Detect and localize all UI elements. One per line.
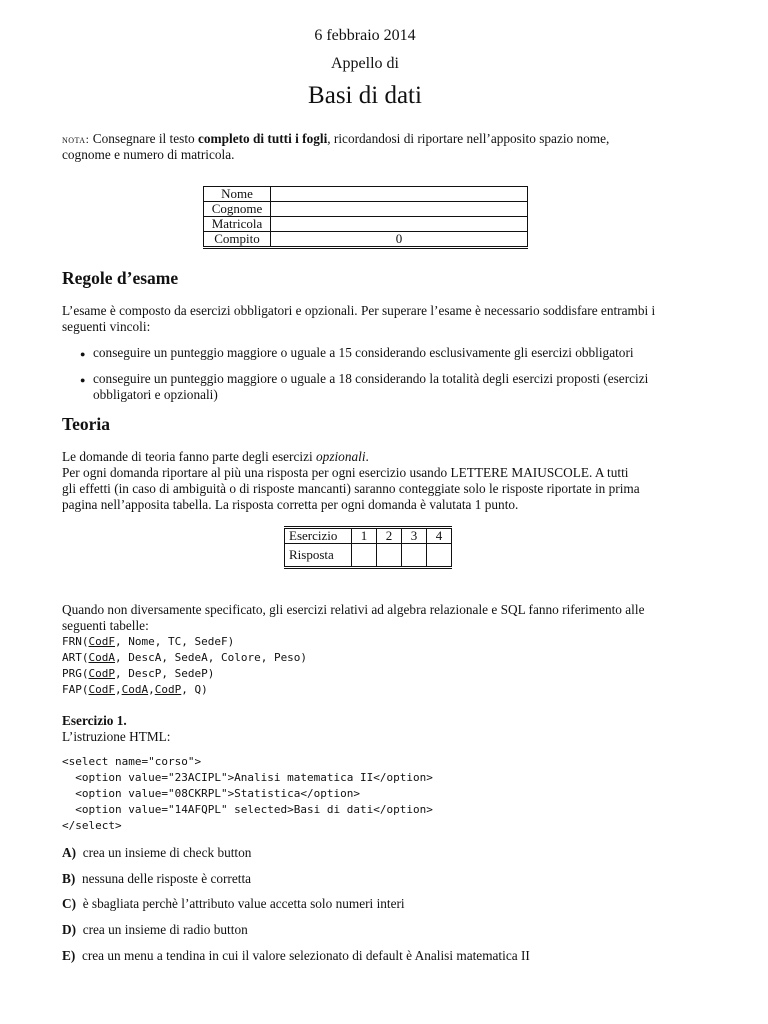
exam-title: Basi di dati bbox=[308, 82, 422, 109]
html-code-block: <select name="corso"> <option value="23ACIPL">Analisi matematica II</option> <option value="08CKRPL">Statistica</option> <option value="14AFQPL" selected>Basi di dati</option> </select> bbox=[62, 755, 433, 832]
compito-value: 0 bbox=[271, 232, 528, 248]
schema-prg: PRG(CodP, DescP, SedeP) bbox=[62, 667, 215, 680]
regole-intro-line1: L’esame è composto da esercizi obbligatori e opzionali. Per superare l’esame è necessario soddisfare entrambi i bbox=[62, 303, 656, 318]
regole-heading: Regole d’esame bbox=[62, 268, 179, 288]
teoria-line3: gli effetti (in caso di ambiguità o di risposte mancanti) saranno conteggiate solo le risposte riportate in prima bbox=[62, 481, 640, 496]
exam-subtitle: Appello di bbox=[331, 55, 399, 72]
nota-paragraph: nota: Consegnare il testo completo di tutti i fogli, ricordandosi di riportare nell’apposito spazio nome, bbox=[62, 131, 610, 146]
schema-fap: FAP(CodF,CodA,CodP, Q) bbox=[62, 683, 208, 696]
teoria-line1: Le domande di teoria fanno parte degli esercizi opzionali. bbox=[62, 449, 369, 464]
regole-intro-line2: seguenti vincoli: bbox=[62, 319, 151, 334]
tables-intro-line2: seguenti tabelle: bbox=[62, 618, 149, 633]
esercizio-1-title: Esercizio 1. bbox=[62, 713, 127, 728]
bullet-icon: ● bbox=[80, 375, 86, 385]
regole-bullet-1: conseguire un punteggio maggiore o uguale a 15 considerando esclusivamente gli esercizi obbligatori bbox=[93, 345, 634, 360]
nota-label: nota: bbox=[62, 132, 90, 146]
table-row: Cognome bbox=[204, 202, 528, 217]
answer-cell-4[interactable] bbox=[427, 544, 452, 568]
answer-cell-2[interactable] bbox=[377, 544, 402, 568]
cognome-field[interactable] bbox=[271, 202, 528, 217]
regole-bullet-2-line2: obbligatori e opzionali) bbox=[93, 387, 218, 402]
answer-cell-3[interactable] bbox=[402, 544, 427, 568]
option-c: C) è sbagliata perchè l’attributo value accetta solo numeri interi bbox=[62, 896, 405, 911]
option-a: A) crea un insieme di check button bbox=[62, 845, 252, 860]
table-row: Nome bbox=[204, 187, 528, 202]
nota-line2: cognome e numero di matricola. bbox=[62, 147, 235, 162]
student-info-table bbox=[203, 186, 528, 249]
option-e: E) crea un menu a tendina in cui il valore selezionato di default è Analisi matematica II bbox=[62, 948, 530, 963]
teoria-line4: pagina nell’apposita tabella. La risposta corretta per ogni domanda è valutata 1 punto. bbox=[62, 497, 519, 512]
table-row: Matricola bbox=[204, 217, 528, 232]
answer-table bbox=[284, 526, 452, 569]
regole-bullet-2-line1: conseguire un punteggio maggiore o uguale a 18 considerando la totalità degli esercizi proposti (esercizi bbox=[93, 371, 649, 386]
table-row: Esercizio 1 2 3 4 bbox=[285, 528, 452, 544]
matricola-field[interactable] bbox=[271, 217, 528, 232]
option-b: B) nessuna delle risposte è corretta bbox=[62, 871, 252, 886]
answer-cell-1[interactable] bbox=[352, 544, 377, 568]
table-row: Compito 0 bbox=[204, 232, 528, 248]
teoria-line2: Per ogni domanda riportare al più una risposta per ogni esercizio usando LETTERE MAIUSCOLE. A tutti bbox=[62, 465, 629, 480]
table-row: Risposta bbox=[285, 544, 452, 568]
nota-bold: completo di tutti i fogli bbox=[198, 131, 328, 146]
tables-intro-line1: Quando non diversamente specificato, gli esercizi relativi ad algebra relazionale e SQL fanno riferimento alle bbox=[62, 602, 645, 617]
schema-art: ART(CodA, DescA, SedeA, Colore, Peso) bbox=[62, 651, 308, 664]
nome-field[interactable] bbox=[271, 187, 528, 202]
teoria-heading: Teoria bbox=[62, 414, 110, 434]
schema-frn: FRN(CodF, Nome, TC, SedeF) bbox=[62, 635, 235, 648]
bullet-icon: ● bbox=[80, 349, 86, 359]
option-d: D) crea un insieme di radio button bbox=[62, 922, 248, 937]
esercizio-1-intro: L’istruzione HTML: bbox=[62, 729, 171, 744]
exam-date: 6 febbraio 2014 bbox=[314, 27, 416, 44]
